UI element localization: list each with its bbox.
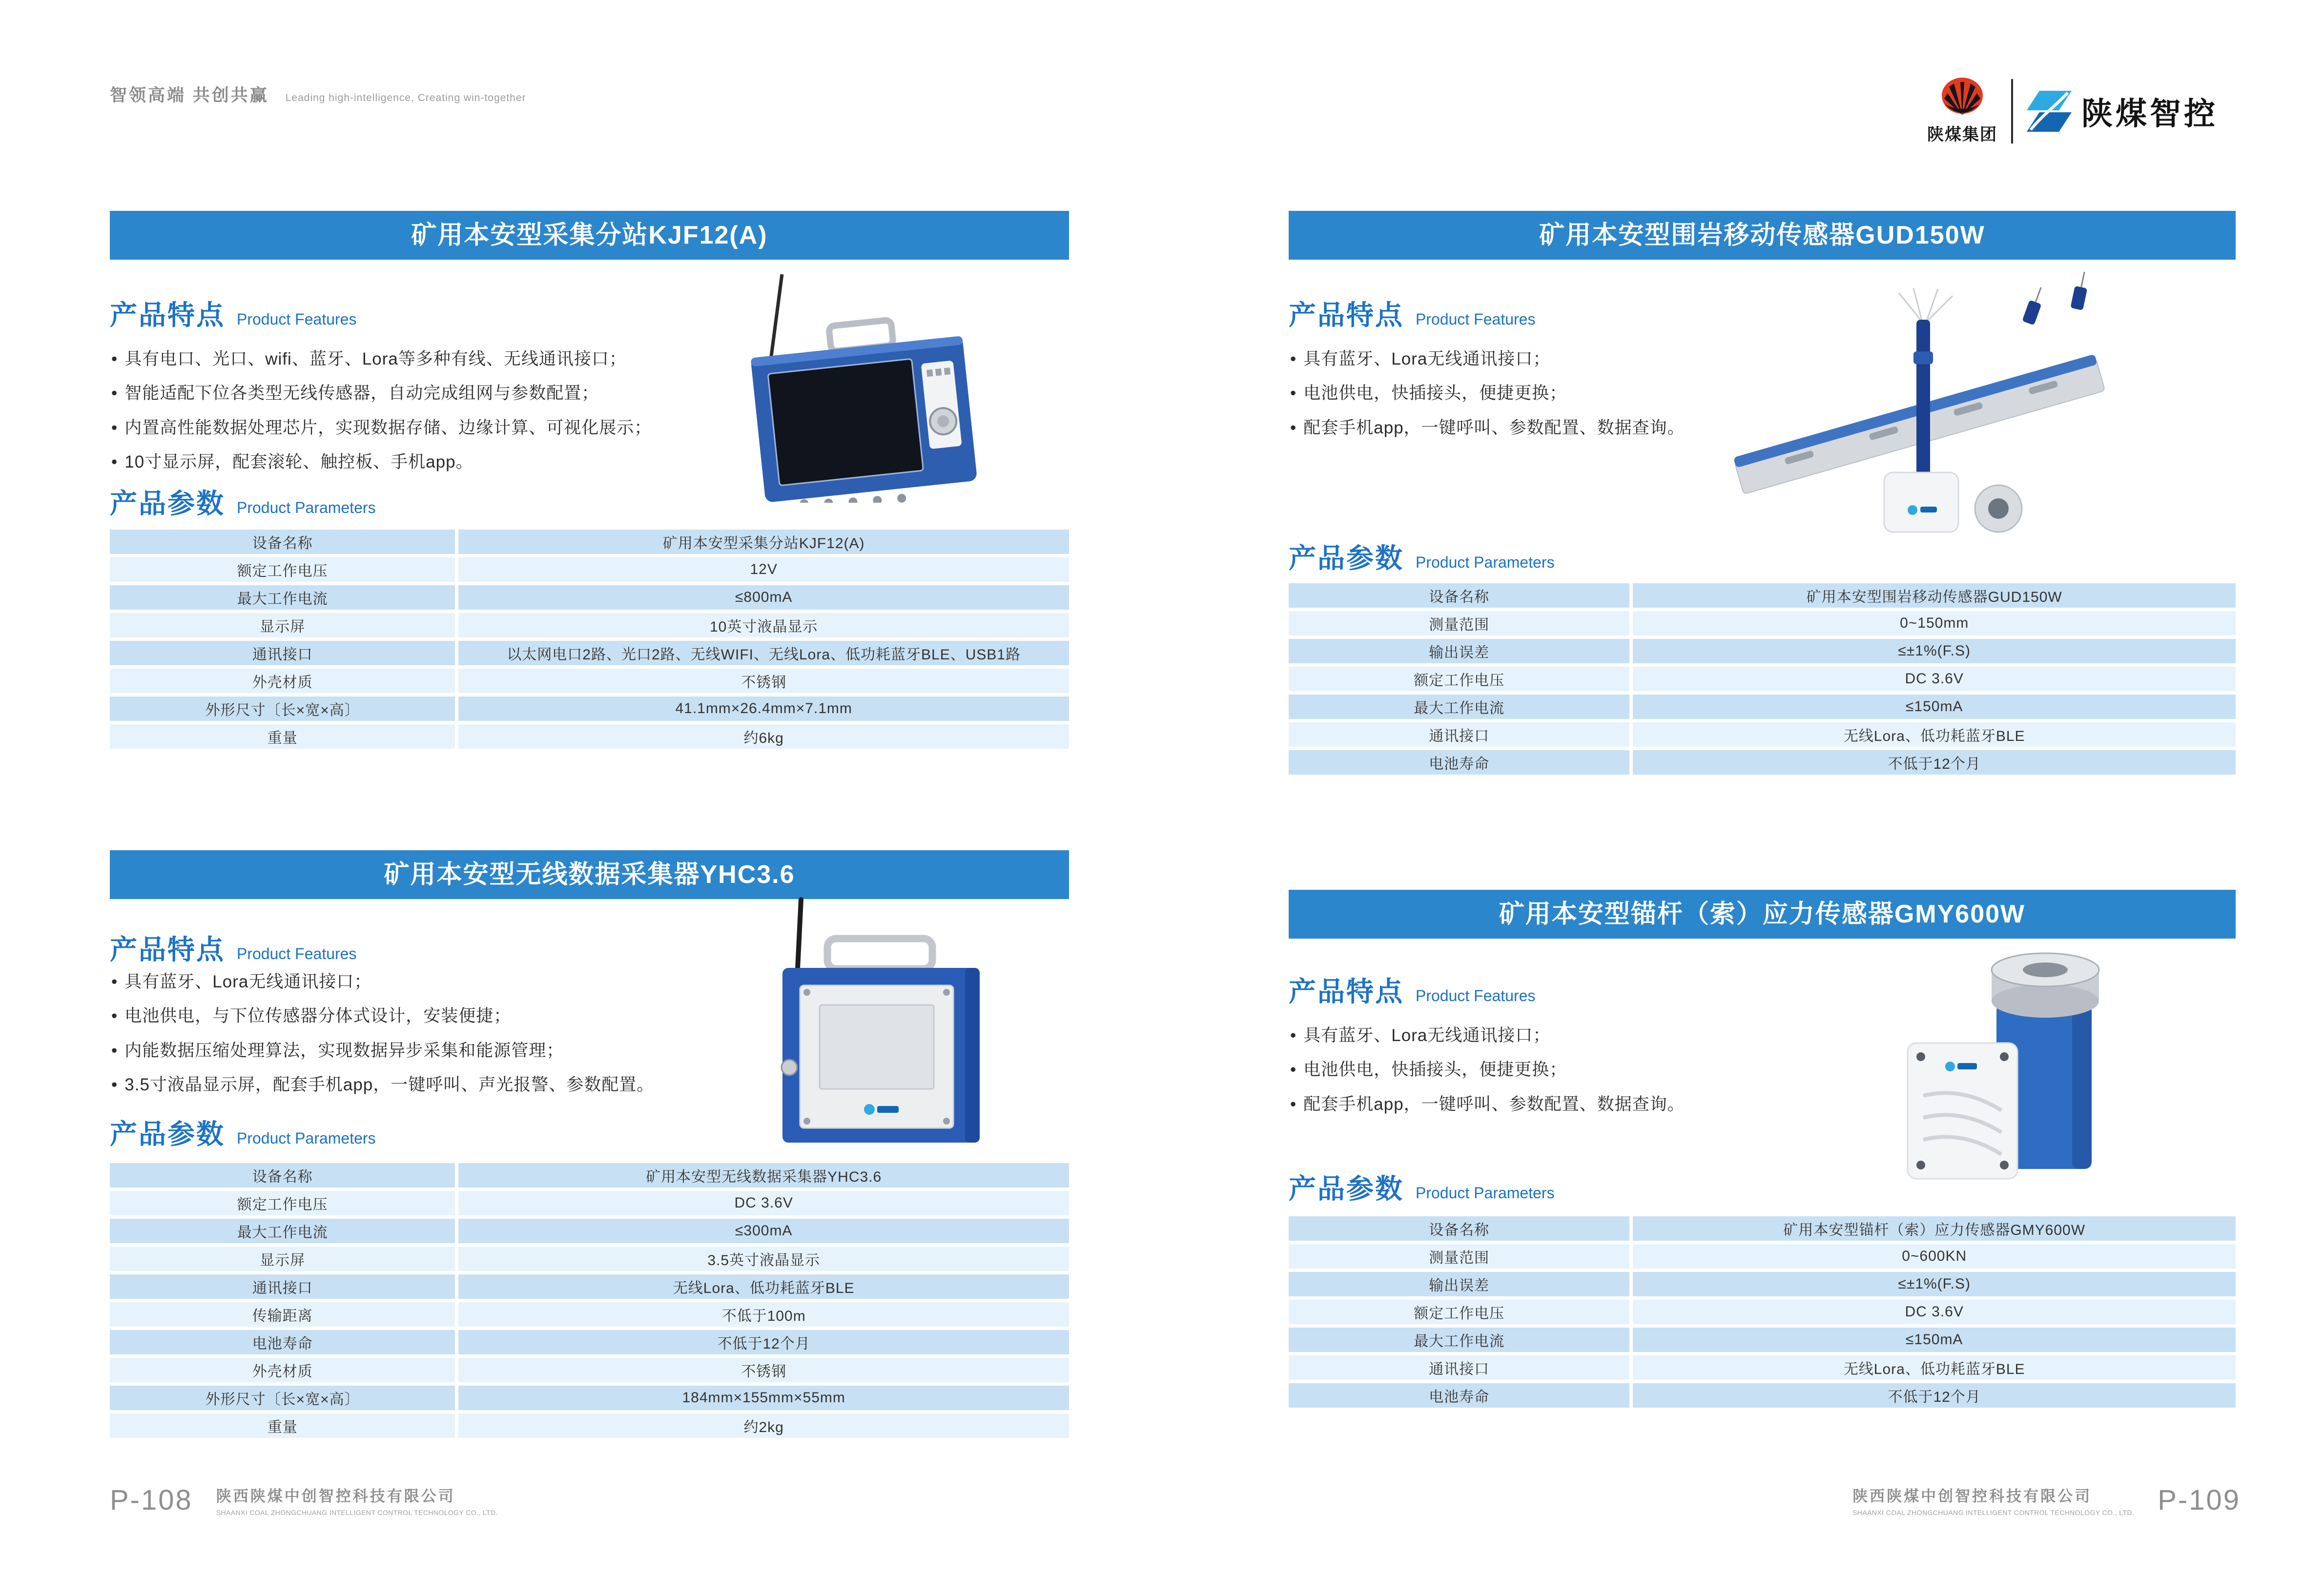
- param-value: 0~150mm: [1633, 611, 2236, 635]
- param-row: [110, 1274, 1069, 1299]
- bullet-glyph: •: [1290, 349, 1297, 369]
- param-row: [110, 557, 1069, 582]
- group-logo-label: 陕煤集团: [1927, 125, 1997, 144]
- param-value: 约6kg: [458, 724, 1069, 749]
- company-block: [1852, 1484, 2134, 1516]
- param-value: 约2kg: [458, 1413, 1069, 1438]
- feature-item: [111, 972, 654, 992]
- param-label: 通讯接口: [1289, 1355, 1629, 1380]
- slogan-chinese: 智领高端 共创共赢: [110, 86, 269, 105]
- gmy600w-illustration: [1850, 949, 2162, 1193]
- features-heading: [110, 928, 356, 967]
- param-label: 外壳材质: [110, 669, 455, 693]
- feature-list: [111, 349, 652, 487]
- brand-logo-label: 陕煤智控: [2081, 96, 2218, 131]
- param-row: [1289, 1383, 2236, 1408]
- param-value: ≤±1%(F.S): [1633, 639, 2236, 663]
- slogan-english: Leading high-intelligence, Creating win-together: [285, 92, 526, 103]
- feature-item: [111, 418, 652, 438]
- feature-text: 配套手机app，一键呼叫、参数配置、数据查询。: [1303, 418, 1685, 437]
- bullet-glyph: •: [1290, 384, 1297, 403]
- param-label: 最大工作电流: [1289, 695, 1629, 719]
- param-label: 额定工作电压: [110, 1191, 455, 1215]
- param-row: [110, 530, 1069, 554]
- page-number-left: P-108: [110, 1484, 193, 1516]
- features-heading: [110, 294, 356, 333]
- param-value: DC 3.6V: [1633, 1300, 2236, 1324]
- param-value: 12V: [458, 557, 1069, 582]
- bullet-glyph: •: [111, 1006, 118, 1026]
- feature-text: 配套手机app，一键呼叫、参数配置、数据查询。: [1303, 1094, 1685, 1114]
- param-value: 以太网电口2路、光口2路、无线WIFI、无线Lora、低功耗蓝牙BLE、USB1路: [458, 641, 1069, 665]
- features-heading-zh: 产品特点: [110, 300, 225, 330]
- param-label: 重量: [110, 724, 455, 749]
- param-value: 0~600KN: [1633, 1244, 2236, 1269]
- product-title-bar: 矿用本安型锚杆（索）应力传感器GMY600W: [1289, 890, 2236, 939]
- param-value: DC 3.6V: [1633, 667, 2236, 691]
- product-photo-gud150w: [1723, 264, 2123, 537]
- feature-text: 电池供电，快插接头，便捷更换；: [1303, 384, 1567, 403]
- features-heading-en: Product Features: [1416, 310, 1536, 328]
- param-label: 输出误差: [1289, 1272, 1629, 1296]
- params-heading-zh: 产品参数: [1289, 1173, 1404, 1204]
- param-row: [110, 696, 1069, 721]
- bullet-glyph: •: [111, 972, 118, 991]
- feature-item: [1290, 349, 1685, 369]
- company-name-zh: 陕西陕煤中创智控科技有限公司: [216, 1488, 455, 1505]
- param-row: [110, 641, 1069, 665]
- param-value: ≤800mA: [458, 585, 1069, 610]
- param-value: 3.5英寸液晶显示: [458, 1247, 1069, 1271]
- param-value: 不锈钢: [458, 669, 1069, 693]
- group-flame-icon: [1940, 77, 1984, 118]
- param-value: 无线Lora、低功耗蓝牙BLE: [1633, 1355, 2236, 1380]
- feature-text: 内能数据压缩处理算法，实现数据异步采集和能源管理；: [124, 1041, 564, 1060]
- param-row: [1289, 1300, 2236, 1324]
- feature-text: 内置高性能数据处理芯片，实现数据存储、边缘计算、可视化展示；: [124, 418, 652, 437]
- params-heading-zh: 产品参数: [1289, 543, 1404, 573]
- param-row: [110, 1413, 1069, 1438]
- product-title-bar: 矿用本安型无线数据采集器YHC3.6: [110, 850, 1069, 899]
- logo-divider: [2011, 79, 2013, 143]
- param-row: [1289, 583, 2236, 608]
- param-row: [110, 724, 1069, 749]
- product-photo-kjf12a: [722, 268, 1006, 503]
- feature-item: [1290, 418, 1685, 438]
- param-value: 无线Lora、低功耗蓝牙BLE: [458, 1274, 1069, 1299]
- param-row: [1289, 639, 2236, 663]
- param-value: ≤150mA: [1633, 1328, 2236, 1352]
- param-label: 电池寿命: [110, 1330, 455, 1354]
- param-row: [110, 1386, 1069, 1410]
- param-value: 矿用本安型锚杆（索）应力传感器GMY600W: [1633, 1216, 2236, 1241]
- param-label: 电池寿命: [1289, 1383, 1629, 1408]
- bullet-glyph: •: [111, 418, 118, 437]
- feature-text: 电池供电，与下位传感器分体式设计，安装便捷；: [124, 1006, 512, 1026]
- feature-item: [111, 1006, 654, 1026]
- params-table: [110, 1163, 1069, 1438]
- param-row: [110, 1247, 1069, 1271]
- kjf12a-illustration: [722, 268, 1006, 503]
- param-row: [1289, 1355, 2236, 1380]
- param-label: 设备名称: [110, 530, 455, 554]
- params-heading-en: Product Parameters: [237, 1129, 376, 1147]
- features-heading-en: Product Features: [237, 945, 357, 963]
- param-row: [110, 1358, 1069, 1382]
- feature-text: 具有蓝牙、Lora无线通讯接口；: [124, 972, 372, 991]
- param-label: 最大工作电流: [110, 585, 455, 610]
- param-row: [110, 585, 1069, 610]
- feature-text: 具有蓝牙、Lora无线通讯接口；: [1303, 349, 1551, 369]
- param-label: 电池寿命: [1289, 750, 1629, 775]
- feature-text: 具有蓝牙、Lora无线通讯接口；: [1303, 1026, 1551, 1045]
- brand-logo: [2027, 89, 2218, 134]
- bullet-glyph: •: [1290, 1094, 1297, 1114]
- params-heading-en: Product Parameters: [1416, 1184, 1555, 1202]
- bullet-glyph: •: [111, 1075, 118, 1094]
- param-label: 外形尺寸〔长×宽×高〕: [110, 696, 455, 721]
- feature-text: 电池供电，快插接头，便捷更换；: [1303, 1060, 1567, 1080]
- param-value: 矿用本安型围岩移动传感器GUD150W: [1633, 583, 2236, 608]
- param-label: 设备名称: [110, 1163, 455, 1188]
- bullet-glyph: •: [111, 1041, 118, 1060]
- product-title-bar: 矿用本安型围岩移动传感器GUD150W: [1289, 211, 2236, 260]
- yhc36-illustration: [754, 896, 1008, 1147]
- param-row: [110, 613, 1069, 637]
- param-label: 测量范围: [1289, 1244, 1629, 1269]
- param-row: [110, 1219, 1069, 1243]
- param-row: [110, 1191, 1069, 1215]
- param-row: [1289, 722, 2236, 747]
- feature-item: [1290, 1060, 1685, 1080]
- param-label: 额定工作电压: [1289, 667, 1629, 691]
- param-label: 输出误差: [1289, 639, 1629, 663]
- product-title-bar: 矿用本安型采集分站KJF12(A): [110, 211, 1069, 260]
- param-label: 额定工作电压: [110, 557, 455, 582]
- bullet-glyph: •: [111, 384, 118, 403]
- gud150w-illustration: [1723, 264, 2123, 537]
- feature-list: [1290, 349, 1685, 452]
- features-heading-en: Product Features: [1416, 987, 1536, 1004]
- param-row: [1289, 611, 2236, 635]
- param-label: 重量: [110, 1413, 455, 1438]
- params-table: [110, 530, 1069, 749]
- company-name-en: SHAANXI COAL ZHONGCHUANG INTELLIGENT CONTROL TECHNOLOGY CO., LTD.: [1852, 1509, 2135, 1516]
- param-label: 额定工作电压: [1289, 1300, 1629, 1324]
- param-row: [1289, 1328, 2236, 1352]
- param-value: 矿用本安型采集分站KJF12(A): [458, 530, 1069, 554]
- features-heading-zh: 产品特点: [1289, 976, 1404, 1007]
- feature-item: [111, 384, 652, 403]
- bullet-glyph: •: [1290, 1026, 1297, 1045]
- param-row: [110, 669, 1069, 693]
- feature-item: [1290, 1026, 1685, 1045]
- feature-item: [1290, 1095, 1685, 1114]
- footer-left: [110, 1484, 498, 1516]
- feature-text: 智能适配下位各类型无线传感器，自动完成组网与参数配置；: [124, 384, 599, 403]
- header-slogan: [110, 82, 526, 106]
- param-label: 外形尺寸〔长×宽×高〕: [110, 1386, 455, 1410]
- page-number-right: P-109: [2158, 1484, 2241, 1516]
- param-row: [1289, 1272, 2236, 1296]
- params-heading-zh: 产品参数: [110, 1119, 225, 1149]
- param-row: [110, 1163, 1069, 1188]
- feature-item: [1290, 384, 1685, 403]
- footer-right: [1852, 1484, 2241, 1516]
- param-label: 显示屏: [110, 1247, 455, 1271]
- feature-text: 3.5寸液晶显示屏，配套手机app，一键呼叫、声光报警、参数配置。: [124, 1075, 655, 1094]
- params-heading: [1289, 537, 1555, 576]
- param-row: [110, 1302, 1069, 1327]
- param-label: 外壳材质: [110, 1358, 455, 1382]
- param-value: ≤±1%(F.S): [1633, 1272, 2236, 1296]
- param-row: [1289, 750, 2236, 775]
- bullet-glyph: •: [111, 349, 118, 369]
- features-heading: [1289, 294, 1535, 333]
- param-label: 显示屏: [110, 613, 455, 637]
- param-value: 不低于12个月: [1633, 750, 2236, 775]
- param-value: DC 3.6V: [458, 1191, 1069, 1215]
- company-block: [216, 1484, 498, 1516]
- params-table: [1289, 1216, 2236, 1408]
- param-value: ≤300mA: [458, 1219, 1069, 1243]
- param-value: 不锈钢: [458, 1358, 1069, 1382]
- param-value: 不低于100m: [458, 1302, 1069, 1327]
- feature-item: [111, 349, 652, 369]
- params-heading: [110, 1113, 376, 1152]
- param-label: 通讯接口: [110, 641, 455, 665]
- param-row: [1289, 695, 2236, 719]
- param-value: 不低于12个月: [458, 1330, 1069, 1354]
- product-photo-yhc36: [754, 896, 1008, 1147]
- header-logos: [1927, 77, 2218, 145]
- feature-item: [111, 452, 652, 472]
- params-heading: [110, 482, 376, 521]
- brand-z-icon: [2027, 91, 2072, 132]
- param-value: ≤150mA: [1633, 695, 2236, 719]
- param-row: [1289, 667, 2236, 691]
- feature-list: [1290, 1026, 1685, 1129]
- param-label: 设备名称: [1289, 1216, 1629, 1241]
- param-label: 最大工作电流: [110, 1219, 455, 1243]
- param-label: 最大工作电流: [1289, 1328, 1629, 1352]
- param-label: 通讯接口: [110, 1274, 455, 1299]
- group-logo: [1927, 77, 1997, 145]
- param-label: 传输距离: [110, 1302, 455, 1327]
- feature-text: 10寸显示屏，配套滚轮、触控板、手机app。: [124, 452, 473, 471]
- bullet-glyph: •: [1290, 1060, 1297, 1080]
- bullet-glyph: •: [111, 452, 118, 471]
- features-heading: [1289, 970, 1535, 1009]
- params-heading-en: Product Parameters: [1416, 553, 1555, 571]
- param-row: [1289, 1244, 2236, 1269]
- params-heading-en: Product Parameters: [237, 499, 376, 516]
- param-value: 不低于12个月: [1633, 1383, 2236, 1408]
- param-value: 10英寸液晶显示: [458, 613, 1069, 637]
- feature-item: [111, 1041, 654, 1061]
- feature-text: 具有电口、光口、wifi、蓝牙、Lora等多种有线、无线通讯接口；: [124, 349, 627, 369]
- feature-list: [111, 972, 654, 1109]
- param-value: 41.1mm×26.4mm×7.1mm: [458, 696, 1069, 721]
- param-label: 测量范围: [1289, 611, 1629, 635]
- param-value: 矿用本安型无线数据采集器YHC3.6: [458, 1163, 1069, 1188]
- params-table: [1289, 583, 2236, 775]
- product-photo-gmy600w: [1850, 949, 2162, 1193]
- param-row: [110, 1330, 1069, 1354]
- params-heading-zh: 产品参数: [110, 488, 225, 519]
- param-value: 无线Lora、低功耗蓝牙BLE: [1633, 722, 2236, 747]
- company-name-en: SHAANXI COAL ZHONGCHUANG INTELLIGENT CONTROL TECHNOLOGY CO., LTD.: [216, 1509, 498, 1516]
- feature-item: [111, 1075, 654, 1095]
- features-heading-en: Product Features: [237, 310, 357, 328]
- bullet-glyph: •: [1290, 418, 1297, 437]
- features-heading-zh: 产品特点: [110, 934, 225, 965]
- company-name-zh: 陕西陕煤中创智控科技有限公司: [1852, 1488, 2092, 1505]
- params-heading: [1289, 1167, 1555, 1207]
- param-row: [1289, 1216, 2236, 1241]
- param-label: 设备名称: [1289, 583, 1629, 608]
- features-heading-zh: 产品特点: [1289, 300, 1404, 330]
- param-label: 通讯接口: [1289, 722, 1629, 747]
- param-value: 184mm×155mm×55mm: [458, 1386, 1069, 1410]
